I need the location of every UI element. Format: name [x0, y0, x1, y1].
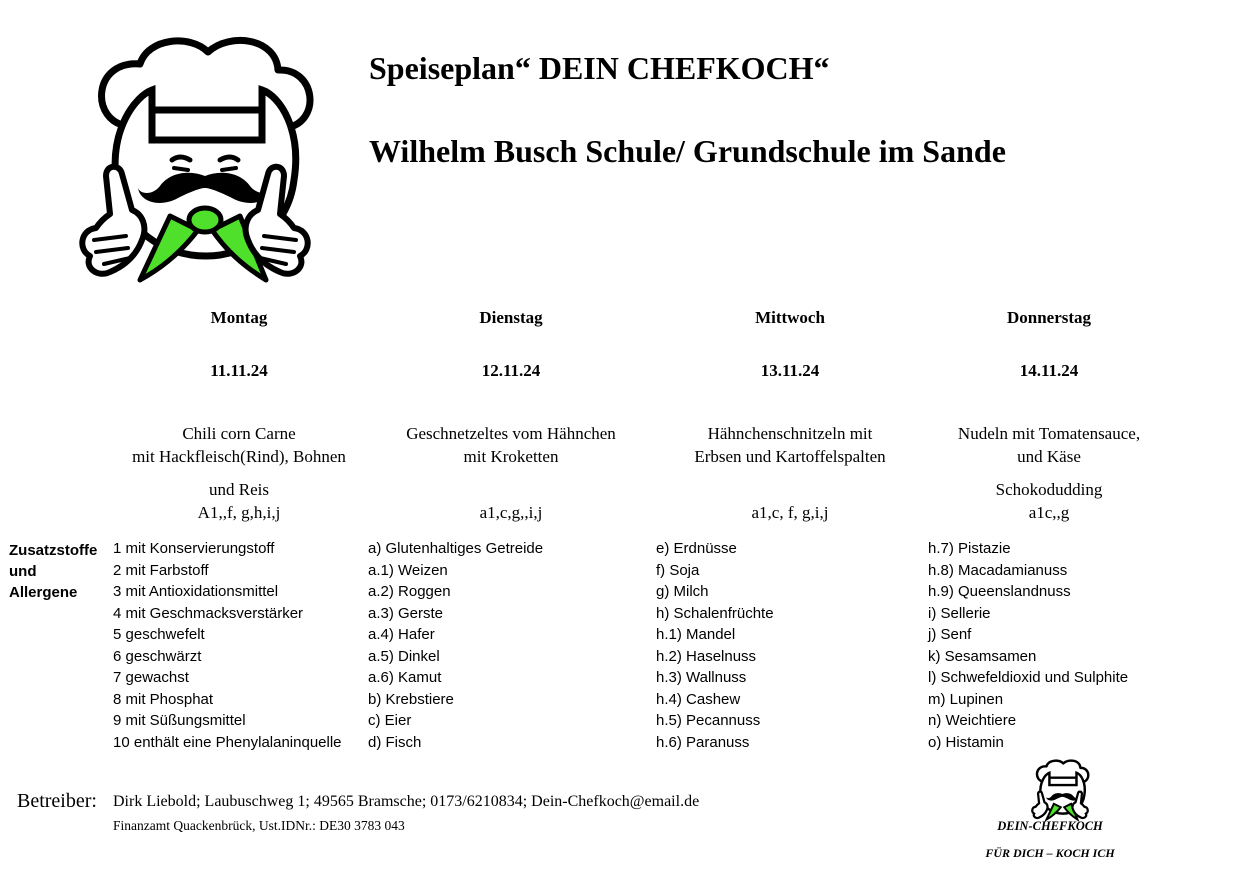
day-date: 11.11.24 [210, 361, 268, 380]
meal-extra: Schokodudding [995, 480, 1103, 499]
day-date: 12.11.24 [481, 361, 541, 380]
meal-extra [381, 478, 641, 501]
chef-mascot-small-logo [1015, 758, 1105, 822]
legend-item: 9 mit Süßungsmittel [113, 712, 246, 729]
legend-item: h.1) Mandel [656, 626, 736, 643]
menu-title: Speiseplan“ DEIN CHEFKOCH“ [369, 50, 830, 86]
allergens-list-h [928, 538, 1128, 753]
legend-item: i) Sellerie [928, 604, 991, 622]
legend-item: 5 geschwefelt [113, 626, 205, 643]
legend-item: h.2) Haselnuss [656, 647, 757, 665]
legend-item: 1 mit Konservierungstoff [113, 540, 275, 557]
legend-item: b) Krebstiere [368, 690, 454, 708]
legend-title-line: Allergene [9, 584, 78, 601]
legend-item: a.1) Weizen [368, 561, 448, 579]
legend-item: 8 mit Phosphat [113, 690, 214, 708]
day-name: Donnerstag [1006, 308, 1092, 327]
legend-item: l) Schwefeldioxid und Sulphite [928, 669, 1129, 686]
legend-item: m) Lupinen [928, 690, 1004, 708]
allergen-codes: A1,,f, g,h,i,j [197, 503, 281, 522]
meal-description [110, 422, 368, 474]
legend-item: g) Milch [656, 583, 709, 600]
legend-item: h.7) Pistazie [928, 540, 1011, 557]
legend-item: 6 geschwärzt [113, 647, 202, 665]
legend-item: c) Eier [368, 712, 412, 729]
legend-item: h.4) Cashew [656, 690, 741, 708]
legend-item: a) Glutenhaltiges Getreide [368, 540, 544, 557]
allergen-codes: a1,c, f, g,i,j [751, 503, 829, 522]
tax-info: Finanzamt Quackenbrück, Ust.IDNr.: DE30 3783 043 [113, 818, 405, 833]
legend-item: d) Fisch [368, 733, 422, 751]
legend-item: 10 enthält eine Phenylalaninquelle [113, 733, 342, 751]
legend-item: h.8) Macadamianuss [928, 561, 1068, 579]
day-name: Dienstag [479, 308, 543, 327]
day-column-tuesday [381, 306, 641, 524]
legend-title-line: Zusatzstoffe [9, 542, 98, 559]
legend-item: n) Weichtiere [928, 712, 1017, 729]
legend-item: h.5) Pecannuss [656, 712, 761, 729]
meal-line: und Käse [1017, 447, 1081, 466]
meal-line: Erbsen und Kartoffelspalten [694, 447, 886, 466]
day-date: 14.11.24 [1019, 361, 1079, 380]
brand-name: DEIN-CHEFKOCH [997, 819, 1103, 833]
brand-slogan: FÜR DICH – KOCH ICH [985, 846, 1115, 860]
legend-item: e) Erdnüsse [656, 540, 737, 557]
meal-description [918, 422, 1180, 474]
legend-title [9, 540, 97, 603]
chef-mascot-logo [40, 30, 350, 290]
school-name: Wilhelm Busch Schule/ Grundschule im Sande [369, 133, 1006, 169]
legend-item: h.6) Paranuss [656, 733, 750, 751]
meal-description [381, 422, 641, 474]
legend-item: k) Sesamsamen [928, 647, 1037, 665]
meal-line: mit Kroketten [463, 447, 559, 466]
legend-item: f) Soja [656, 561, 700, 579]
meal-extra: und Reis [209, 480, 269, 499]
day-column-monday [110, 306, 368, 524]
legend-item: j) Senf [928, 626, 972, 643]
day-column-thursday [918, 306, 1180, 524]
day-name: Mittwoch [755, 308, 825, 327]
legend-item: h.9) Queenslandnuss [928, 583, 1071, 600]
day-column-wednesday [660, 306, 920, 524]
legend-item: h.3) Wallnuss [656, 669, 747, 686]
meal-line: Nudeln mit Tomatensauce, [957, 424, 1141, 443]
additives-list [113, 538, 342, 753]
operator-label: Betreiber: [17, 790, 97, 812]
legend-item: a.5) Dinkel [368, 647, 440, 665]
legend-item: a.3) Gerste [368, 604, 444, 622]
meal-line: Hähnchenschnitzeln mit [707, 424, 873, 443]
meal-description [660, 422, 920, 474]
meal-extra [660, 478, 920, 501]
legend-item: 4 mit Geschmacksverstärker [113, 604, 304, 622]
legend-item: a.2) Roggen [368, 583, 451, 600]
day-name: Montag [210, 308, 268, 327]
legend-item: 3 mit Antioxidationsmittel [113, 583, 279, 600]
allergens-list-a [368, 538, 543, 753]
legend-item: o) Histamin [928, 733, 1004, 751]
allergen-codes: a1c,,g [1028, 503, 1070, 522]
legend-item: h) Schalenfrüchte [656, 604, 774, 622]
meal-line: Geschnetzeltes vom Hähnchen [406, 424, 616, 443]
legend-item: a.4) Hafer [368, 626, 435, 643]
allergens-list-e [656, 538, 774, 753]
allergen-codes: a1,c,g,,i,j [479, 503, 543, 522]
day-date: 13.11.24 [760, 361, 820, 380]
meal-line: mit Hackfleisch(Rind), Bohnen [132, 447, 346, 466]
legend-item: 2 mit Farbstoff [113, 561, 209, 579]
meal-line: Chili corn Carne [182, 424, 296, 443]
legend-item: a.6) Kamut [368, 669, 442, 686]
operator-contact: Dirk Liebold; Laubuschweg 1; 49565 Bramsche; 0173/6210834; Dein-Chefkoch@email.de [113, 793, 700, 810]
legend-item: 7 gewachst [113, 669, 189, 686]
legend-title-line: und [9, 563, 37, 580]
